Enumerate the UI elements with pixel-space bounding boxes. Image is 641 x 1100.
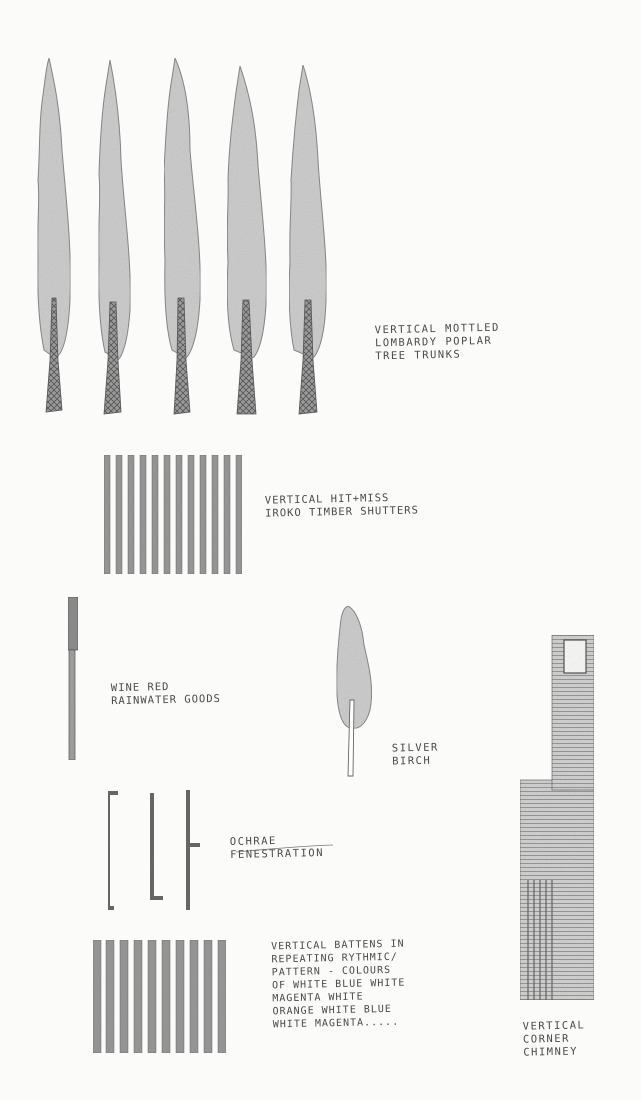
batten [106, 940, 114, 1053]
fenestration-note: OCHRAE FENESTRATION [229, 835, 325, 861]
shutter-slat [176, 455, 182, 574]
poplar-tree-2 [99, 60, 131, 414]
shutter-slat [116, 455, 122, 574]
window-frame-middle [152, 793, 163, 898]
batten [176, 940, 184, 1053]
shutter-slat [224, 455, 230, 574]
poplar-tree-5 [289, 65, 326, 414]
chimney-cladding [520, 780, 594, 1000]
iroko-shutter-slats [104, 455, 242, 574]
shutter-slat [236, 455, 242, 574]
shutter-slat [200, 455, 206, 574]
fenestration-frames [108, 790, 200, 910]
shutter-slat [104, 455, 110, 574]
corner-chimney-elevation [520, 635, 594, 1000]
rainwater-downpipe [68, 597, 78, 760]
batten [218, 940, 226, 1053]
battens-note: VERTICAL BATTENS IN REPEATING RYTHMIC/ PATTERN - COLOURS OF WHITE BLUE WHITE MAGENTA WHITE ORANGE WHITE BLUE WHITE MAGENTA..... [271, 938, 406, 1031]
silver-birch-note: SILVER BIRCH [391, 741, 439, 768]
shutter-slat [128, 455, 134, 574]
shutter-slat [152, 455, 158, 574]
chimney-opening [564, 640, 586, 673]
rainwater-pipe [69, 650, 75, 760]
batten [162, 940, 170, 1053]
shutter-slat [212, 455, 218, 574]
batten [204, 940, 212, 1053]
batten [190, 940, 198, 1053]
shutter-slat [140, 455, 146, 574]
batten [93, 940, 101, 1053]
poplar-tree-3 [164, 58, 200, 414]
chimney-note: VERTICAL CORNER CHIMNEY [522, 1019, 586, 1059]
lombardy-poplar-row [38, 58, 327, 414]
shutter-slat [188, 455, 194, 574]
batten [134, 940, 142, 1053]
lombardy-poplar-note: VERTICAL MOTTLED LOMBARDY POPLAR TREE TRUNKS [374, 321, 500, 363]
rainwater-goods-note: WINE RED RAINWATER GOODS [110, 680, 222, 708]
silver-birch-tree [337, 606, 372, 776]
poplar-tree-1 [38, 58, 71, 412]
window-frame-left [108, 793, 118, 908]
vertical-batten-pattern [93, 940, 226, 1053]
poplar-tree-4 [227, 66, 266, 414]
batten [120, 940, 128, 1053]
shutter-slat [164, 455, 170, 574]
rainwater-hopper [68, 597, 78, 650]
batten [148, 940, 156, 1053]
iroko-shutters-note: VERTICAL HIT+MISS IROKO TIMBER SHUTTERS [264, 492, 420, 520]
